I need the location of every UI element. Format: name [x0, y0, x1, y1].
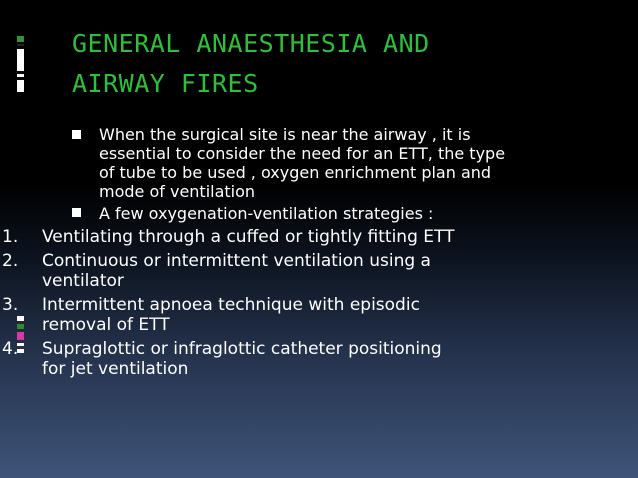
numbered-item — [2, 251, 612, 291]
numbered-line: removal of ETT — [42, 315, 170, 335]
item-number: 3. — [2, 295, 19, 315]
decorative-bar — [17, 44, 24, 46]
item-number: 2. — [2, 251, 19, 271]
bullet-line: of tube to be used , oxygen enrichment plan and — [99, 163, 492, 182]
decorative-bar — [17, 36, 24, 42]
bullet-line: A few oxygenation-ventilation strategies : — [99, 204, 434, 223]
slide-title-line: GENERAL ANAESTHESIA AND — [72, 29, 430, 58]
item-number: 1. — [2, 227, 19, 247]
numbered-item — [2, 295, 612, 335]
bullet-line: essential to consider the need for an ETT, the type — [99, 144, 506, 163]
decorative-bar — [17, 80, 24, 92]
numbered-line: Intermittent apnoea technique with episodic — [42, 295, 420, 315]
numbered-item — [2, 227, 612, 247]
decorative-bar — [17, 49, 24, 71]
square-bullet-icon — [72, 126, 81, 145]
numbered-line: for jet ventilation — [42, 359, 189, 379]
square-bullet-icon — [72, 204, 81, 223]
slide-title — [72, 24, 612, 104]
item-number: 4. — [2, 339, 19, 359]
numbered-line: Ventilating through a cuffed or tightly fitting ETT — [42, 227, 455, 247]
slide-title-line: AIRWAY FIRES — [72, 69, 259, 98]
numbered-list — [2, 227, 612, 379]
decorative-bar — [17, 74, 24, 77]
slide-body — [2, 125, 612, 383]
numbered-line: Continuous or intermittent ventilation using a — [42, 251, 431, 271]
bullet-item — [72, 125, 612, 201]
bullet-line: When the surgical site is near the airway , it is — [99, 125, 471, 144]
numbered-line: Supraglottic or infraglottic catheter positioning — [42, 339, 442, 359]
bullet-item — [72, 204, 612, 223]
bullet-line: mode of ventilation — [99, 182, 256, 201]
numbered-line: ventilator — [42, 271, 124, 291]
numbered-item — [2, 339, 612, 379]
